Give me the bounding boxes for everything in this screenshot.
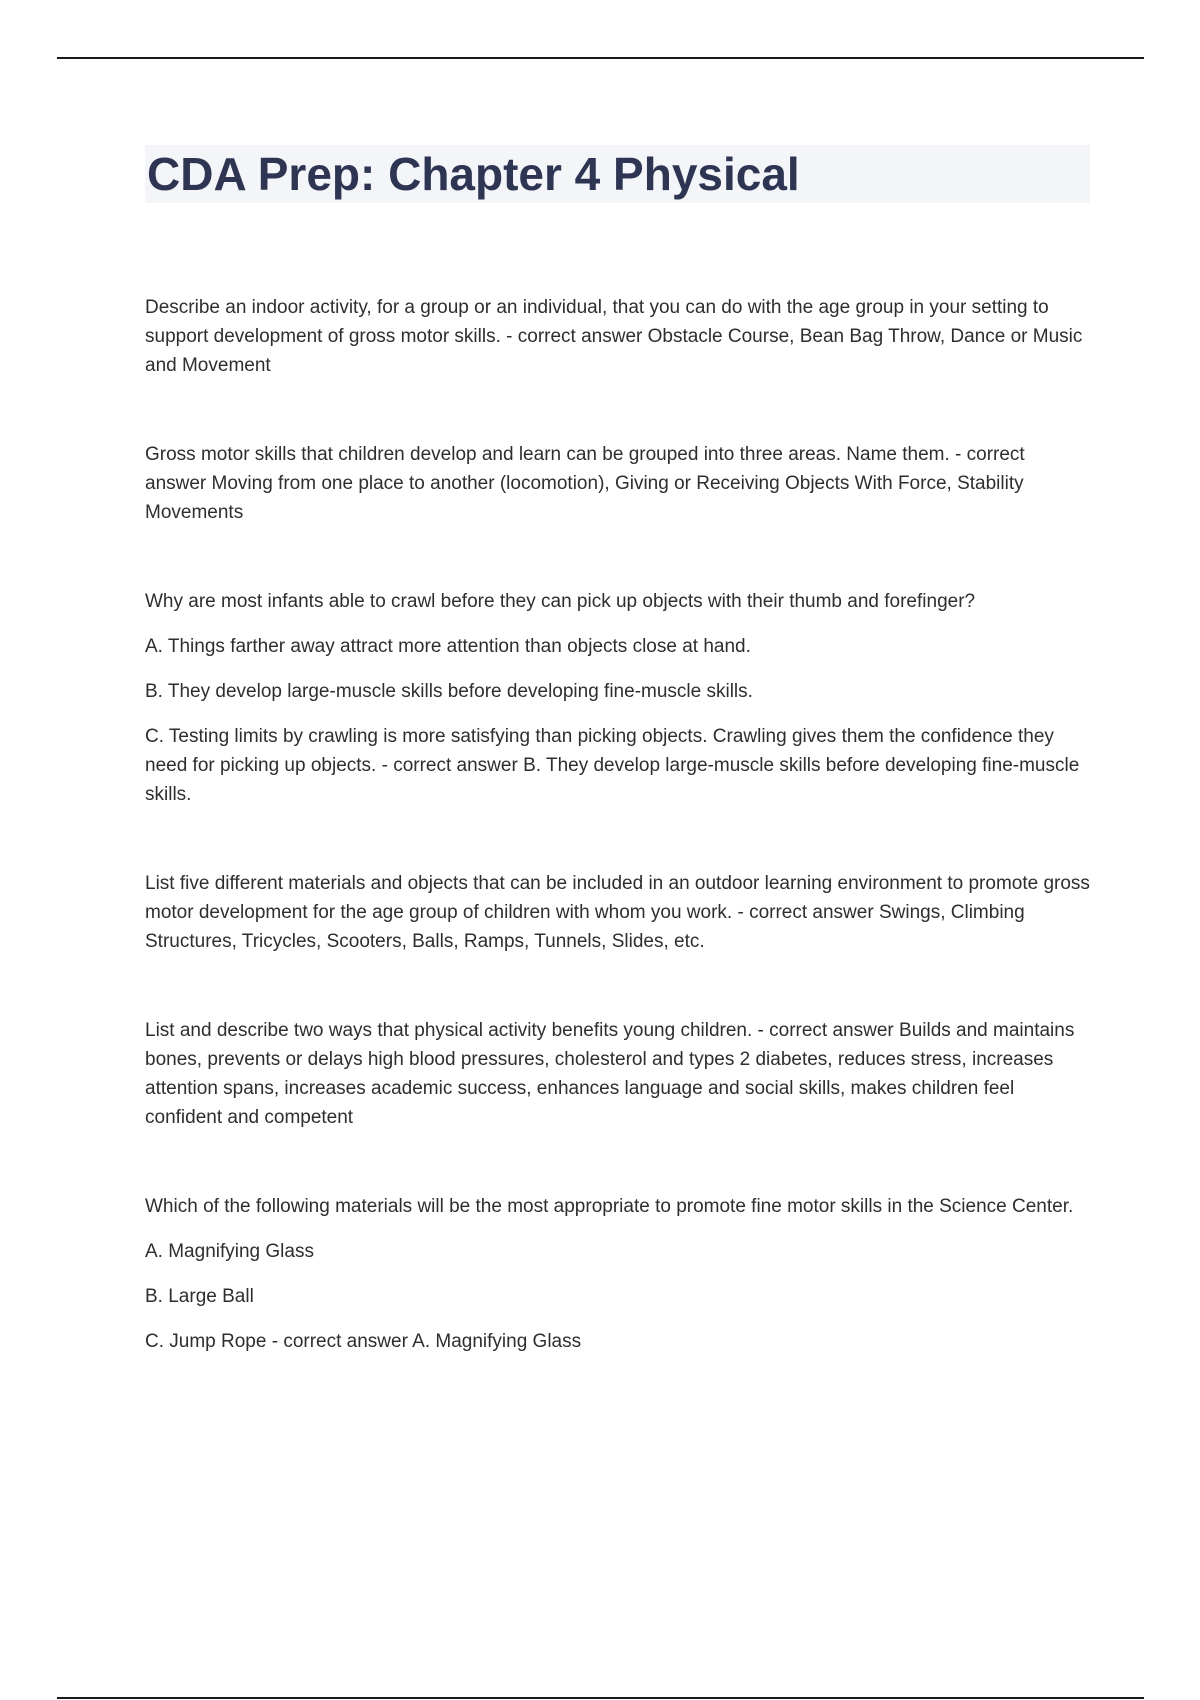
question-text: List and describe two ways that physical activity benefits young children. - correct answer Builds and maintains bones, prevents or delays high blood pressures, cholesterol and types 2 diabetes, reduces stress, increases attention spans, increases academic success, enhances language and social skills, makes children feel confident and competent [145, 1020, 1075, 1128]
question-text: Why are most infants able to crawl before they can pick up objects with their thumb and forefinger? [145, 591, 976, 612]
qa-item [145, 869, 1090, 956]
qa-item [145, 587, 1090, 809]
answer-option: A. Magnifying Glass [145, 1241, 314, 1262]
answer-option: B. Large Ball [145, 1286, 254, 1307]
qa-item [145, 1192, 1090, 1356]
document-body [145, 145, 1090, 1416]
header-rule [57, 57, 1144, 59]
answer-option: B. They develop large-muscle skills before developing fine-muscle skills. [145, 681, 753, 702]
qa-item [145, 440, 1090, 527]
footer-rule [57, 1697, 1144, 1699]
qa-item [145, 1016, 1090, 1132]
title-banner [145, 145, 1090, 203]
question-text: Describe an indoor activity, for a group or an individual, that you can do with the age group in your setting to support development of gross motor skills. - correct answer Obstacle Course, Bean Bag Throw, Dance or Music and Movement [145, 297, 1083, 376]
page-title: CDA Prep: Chapter 4 Physical [147, 148, 800, 200]
question-text: List five different materials and objects that can be included in an outdoor learning environment to promote gross motor development for the age group of children with whom you work. - correct answer Swings, Climbing Structures, Tricycles, Scooters, Balls, Ramps, Tunnels, Slides, etc. [145, 873, 1090, 952]
qa-item [145, 293, 1090, 380]
answer-option: C. Jump Rope - correct answer A. Magnifying Glass [145, 1331, 582, 1352]
answer-option: C. Testing limits by crawling is more satisfying than picking objects. Crawling gives them the confidence they need for picking up objects. - correct answer B. They develop large-muscle skills before developing fine-muscle skills. [145, 726, 1080, 805]
question-text: Gross motor skills that children develop and learn can be grouped into three areas. Name them. - correct answer Moving from one place to another (locomotion), Giving or Receiving Objects With Force, Stability Movements [145, 444, 1025, 523]
question-text: Which of the following materials will be the most appropriate to promote fine motor skills in the Science Center. [145, 1196, 1074, 1217]
answer-option: A. Things farther away attract more attention than objects close at hand. [145, 636, 751, 657]
